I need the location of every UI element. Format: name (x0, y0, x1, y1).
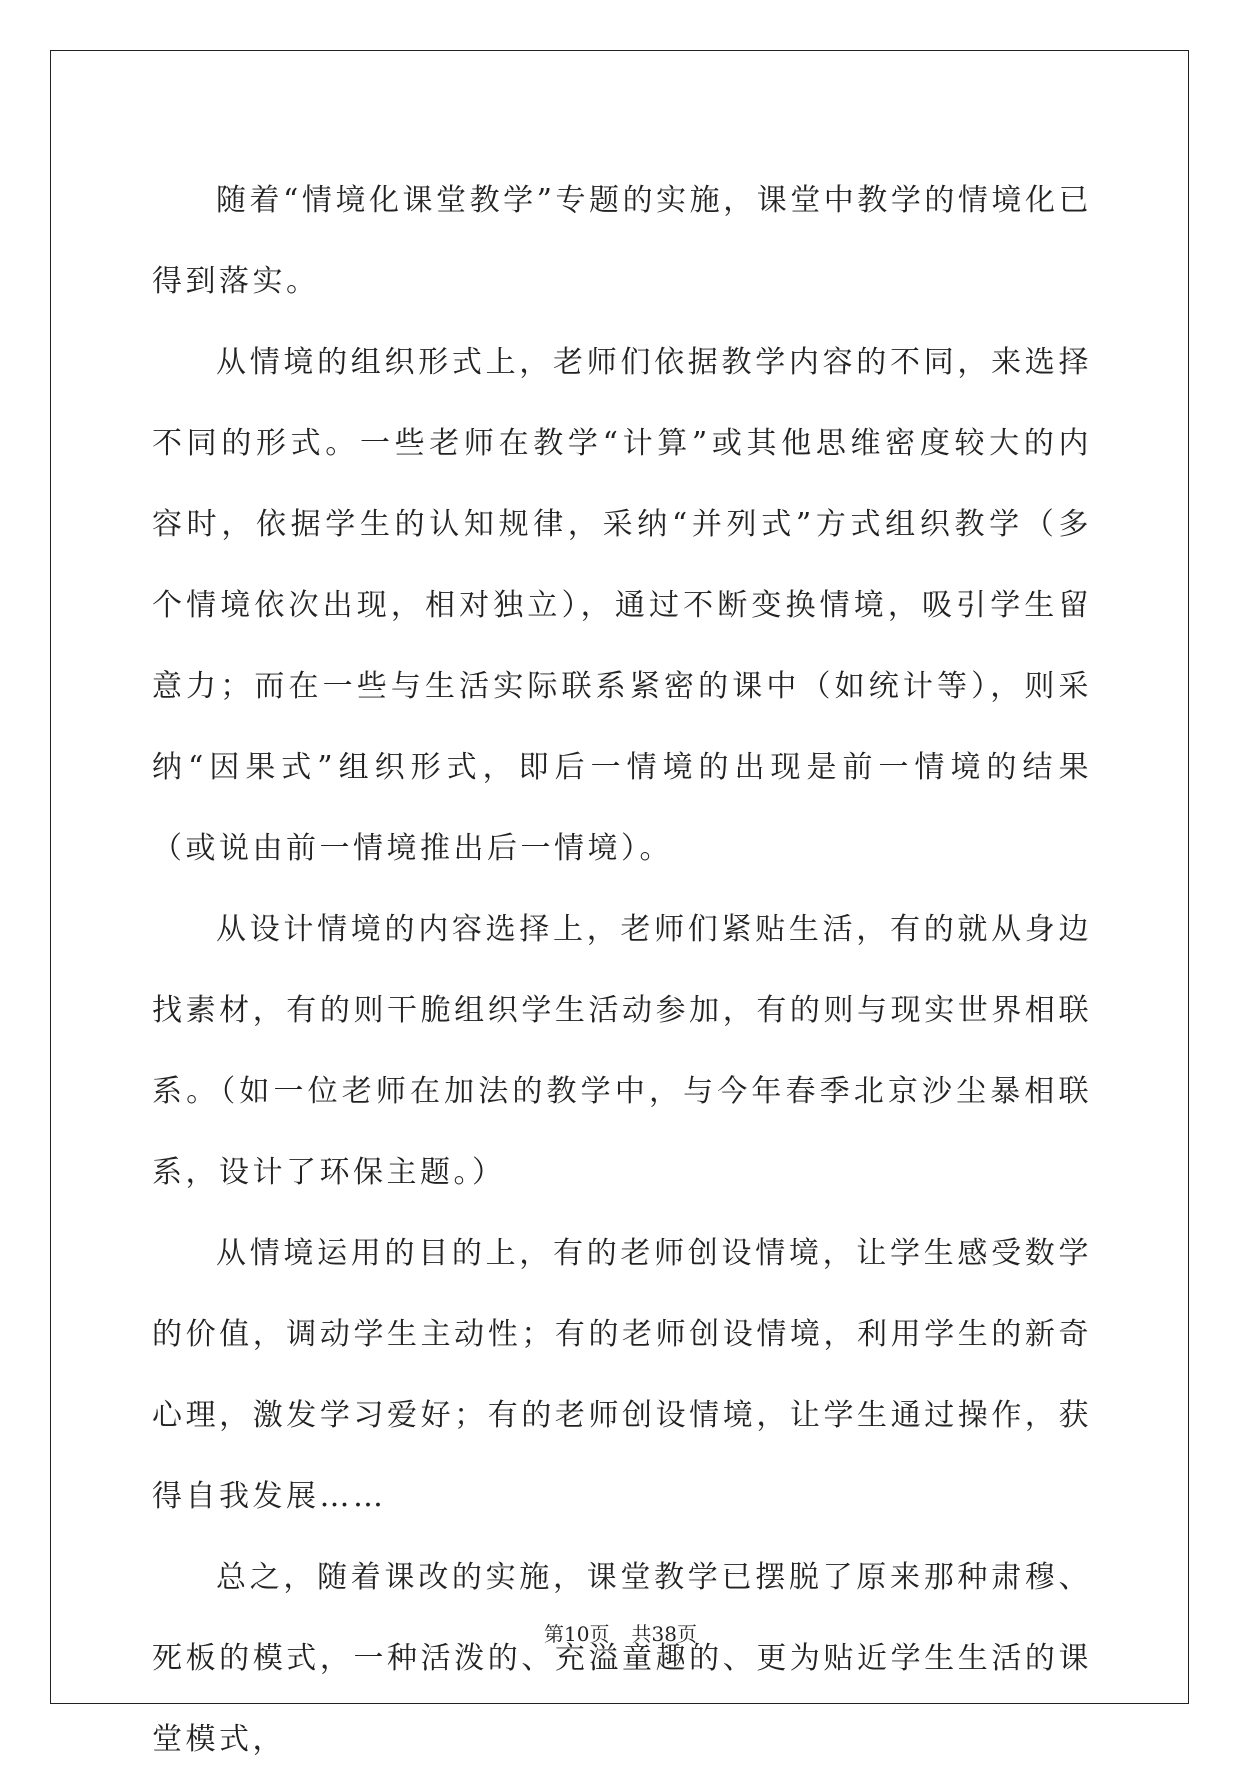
paragraph: 随着“情境化课堂教学”专题的实施，课堂中教学的情境化已得到落实。 (152, 183, 1092, 299)
page-total: 共38页 (631, 1622, 697, 1646)
paragraph: 从设计情境的内容选择上，老师们紧贴生活，有的就从身边找素材，有的则干脆组织学生活动参加，有的则与现实世界相联系。（如一位老师在加法的教学中，与今年春季北京沙尘暴相联系，设计了环保主题。） (152, 912, 1092, 1190)
paragraph: 从情境的组织形式上，老师们依据教学内容的不同，来选择不同的形式。一些老师在教学“计算”或其他思维密度较大的内容时，依据学生的认知规律，采纳“并列式”方式组织教学（多个情境依次出现，相对独立），通过不断变换情境，吸引学生留意力；而在一些与生活实际联系紧密的课中（如统计等），则采纳“因果式”组织形式，即后一情境的出现是前一情境的结果（或说由前一情境推出后一情境）。 (152, 345, 1092, 866)
page-number: 第10页 (544, 1622, 610, 1646)
document-body (152, 160, 1092, 1780)
page-footer (0, 1618, 1241, 1647)
paragraph: 从情境运用的目的上，有的老师创设情境，让学生感受数学的价值，调动学生主动性；有的老师创设情境，利用学生的新奇心理，激发学习爱好；有的老师创设情境，让学生通过操作，获得自我发展…… (152, 1236, 1092, 1514)
paragraph: 总之，随着课改的实施，课堂教学已摆脱了原来那种肃穆、死板的模式，一种活泼的、充溢童趣的、更为贴近学生生活的课堂模式， (152, 1560, 1092, 1757)
